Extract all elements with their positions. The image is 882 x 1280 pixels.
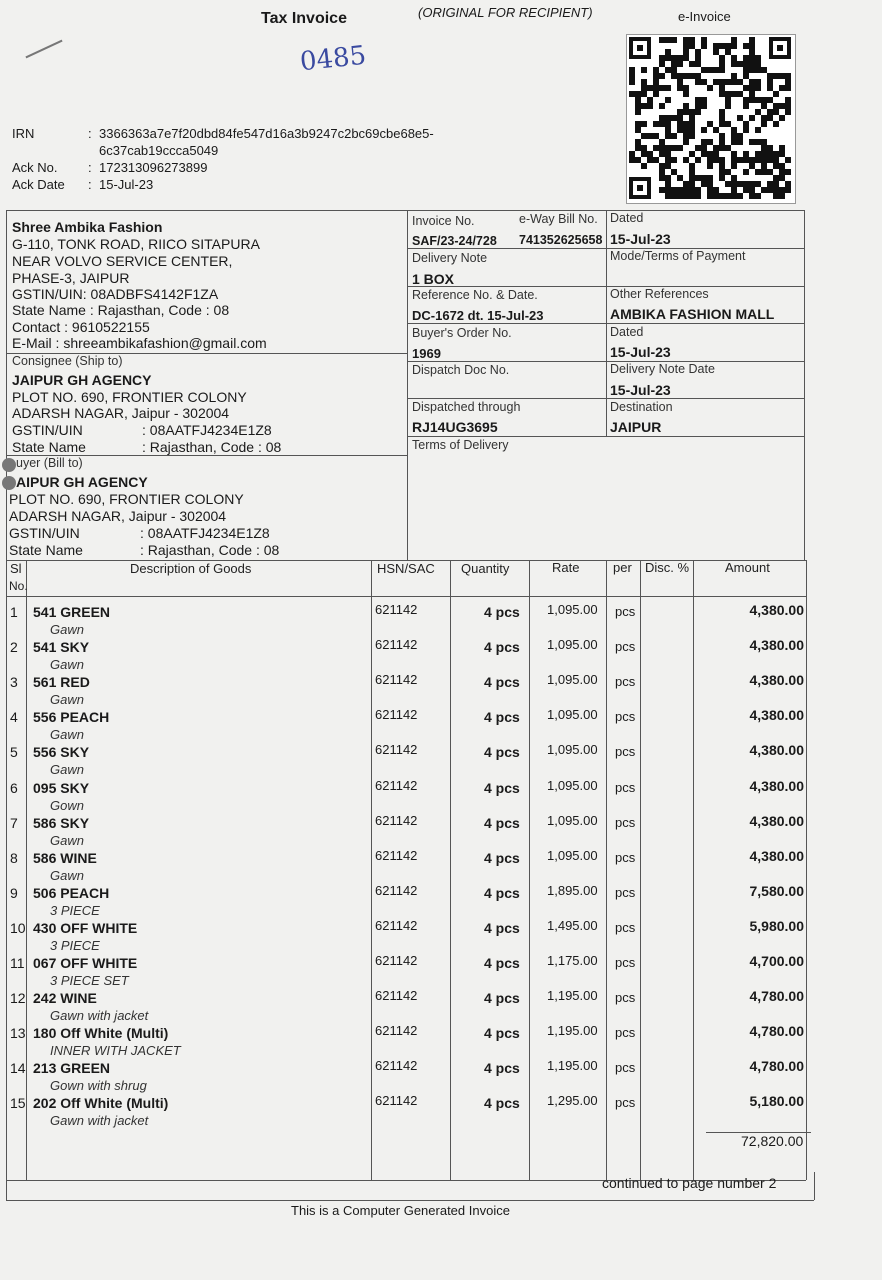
terms-label: Terms of Delivery [412,438,509,452]
qr-code-icon [626,34,796,204]
item-description: 556 PEACH [33,709,110,725]
item-subtitle: 3 PIECE [50,903,100,918]
item-sl: 6 [10,780,18,796]
reference-label: Reference No. & Date. [412,288,538,302]
order-date: 15-Jul-23 [610,344,671,360]
item-quantity: 4 pcs [484,780,520,796]
item-sl: 9 [10,885,18,901]
item-hsn: 621142 [375,813,418,828]
item-rate: 1,095.00 [547,637,598,652]
copy-label: (ORIGINAL FOR RECIPIENT) [418,5,593,20]
table-header-bottom [6,596,806,597]
item-rate: 1,095.00 [547,813,598,828]
item-amount: 7,580.00 [749,883,804,899]
item-hsn: 621142 [375,1093,418,1108]
item-per: pcs [615,780,636,795]
dated-label: Dated [610,211,644,225]
item-sl: 14 [10,1060,26,1076]
item-hsn: 621142 [375,953,418,968]
binder-hole-icon [2,458,16,472]
col-rate [606,560,607,1180]
document-title: Tax Invoice [261,10,347,27]
item-rate: 1,095.00 [547,672,598,687]
item-description: 541 SKY [33,639,90,655]
seller-contact: Contact : 9610522155 [12,319,150,335]
header-quantity: Quantity [461,561,510,576]
item-description: 541 GREEN [33,604,111,620]
item-hsn: 621142 [375,1023,418,1038]
item-amount: 4,380.00 [749,637,804,653]
item-hsn: 621142 [375,707,418,722]
seller-addr1: G-110, TONK ROAD, RIICO SITAPURA [12,236,260,252]
item-subtitle: Gawn [50,727,84,742]
item-subtitle: INNER WITH JACKET [50,1043,181,1058]
item-rate: 1,095.00 [547,778,598,793]
col-per [640,560,641,1180]
item-description: 242 WINE [33,990,97,1006]
irn-sep: : [88,126,92,141]
item-description: 095 SKY [33,780,90,796]
item-hsn: 621142 [375,1058,418,1073]
item-description: 556 SKY [33,744,90,760]
item-subtitle: 3 PIECE SET [50,973,129,988]
pen-mark [25,40,62,59]
item-hsn: 621142 [375,988,418,1003]
binder-hole-icon [2,476,16,490]
item-per: pcs [615,955,636,970]
item-rate: 1,095.00 [547,848,598,863]
item-per: pcs [615,639,636,654]
frame-bottom [6,1200,814,1201]
item-quantity: 4 pcs [484,850,520,866]
item-quantity: 4 pcs [484,1025,520,1041]
item-subtitle: Gawn [50,692,84,707]
item-per: pcs [615,604,636,619]
item-subtitle: Gawn with jacket [50,1008,149,1023]
ack-no-sep: : [88,160,92,175]
frame-right-bottom [814,1172,815,1200]
ack-date-value: 15-Jul-23 [99,177,154,192]
other-ref-value: AMBIKA FASHION MALL [610,306,775,322]
ack-no-label: Ack No. [12,160,58,175]
header-disc: Disc. % [645,560,690,575]
item-per: pcs [615,885,636,900]
irn-value-line1: 3366363a7e7f20dbd84fe547d16a3b9247c2bc69cbe68e5- [99,126,434,141]
item-per: pcs [615,850,636,865]
item-hsn: 621142 [375,918,418,933]
buyer-addr2: ADARSH NAGAR, Jaipur - 302004 [9,508,227,524]
item-hsn: 621142 [375,883,418,898]
item-description: 430 OFF WHITE [33,920,138,936]
item-per: pcs [615,1025,636,1040]
item-sl: 3 [10,674,18,690]
item-amount: 4,380.00 [749,778,804,794]
seller-name: Shree Ambika Fashion [12,219,163,235]
item-sl: 13 [10,1025,26,1041]
item-rate: 1,175.00 [547,953,598,968]
buyer-name: AIPUR GH AGENCY [16,474,148,490]
consignee-name: JAIPUR GH AGENCY [12,372,152,388]
buyer-state: : Rajasthan, Code : 08 [140,542,280,558]
invoice-date: 15-Jul-23 [610,231,671,247]
item-quantity: 4 pcs [484,674,520,690]
item-rate: 1,195.00 [547,1058,598,1073]
item-rate: 1,295.00 [547,1093,598,1108]
frame-top [6,210,804,211]
ack-no-value: 172313096273899 [99,160,208,175]
item-rate: 1,095.00 [547,742,598,757]
item-hsn: 621142 [375,742,418,757]
item-per: pcs [615,674,636,689]
item-per: pcs [615,709,636,724]
header-per: per [613,560,632,575]
item-sl: 12 [10,990,26,1006]
item-amount: 5,980.00 [749,918,804,934]
item-rate: 1,095.00 [547,602,598,617]
item-description: 506 PEACH [33,885,110,901]
item-subtitle: Gawn [50,868,84,883]
item-hsn: 621142 [375,778,418,793]
computer-generated-note: This is a Computer Generated Invoice [291,1203,510,1218]
item-rate: 1,095.00 [547,707,598,722]
delivery-note-date-label: Delivery Note Date [610,362,715,376]
item-subtitle: Gawn [50,833,84,848]
item-rate: 1,895.00 [547,883,598,898]
item-per: pcs [615,990,636,1005]
item-subtitle: Gown with shrug [50,1078,147,1093]
item-subtitle: Gawn with jacket [50,1113,149,1128]
frame-right-top [804,210,805,560]
item-sl: 15 [10,1095,26,1111]
dispatched-label: Dispatched through [412,400,521,414]
item-quantity: 4 pcs [484,920,520,936]
order-dated-label: Dated [610,325,644,339]
frame-mid-divider [407,210,408,560]
order-no: 1969 [412,346,441,361]
item-amount: 4,380.00 [749,848,804,864]
ack-date-label: Ack Date [12,177,65,192]
item-quantity: 4 pcs [484,815,520,831]
item-sl: 1 [10,604,18,620]
item-sl: 2 [10,639,18,655]
item-hsn: 621142 [375,848,418,863]
header-sl: Sl [10,561,22,576]
invoice-no-label: Invoice No. [412,214,475,228]
delivery-note-label: Delivery Note [412,251,488,265]
col-hsn [450,560,451,1180]
item-description: 561 RED [33,674,90,690]
irn-value-line2: 6c37cab19ccca5049 [99,143,219,158]
delivery-note-date: 15-Jul-23 [610,382,671,398]
item-sl: 11 [10,955,25,971]
item-amount: 4,780.00 [749,1023,804,1039]
item-per: pcs [615,1095,636,1110]
buyer-gstin-label: GSTIN/UIN [9,525,80,541]
item-description: 213 GREEN [33,1060,111,1076]
mode-label: Mode/Terms of Payment [610,249,746,263]
seller-addr2: NEAR VOLVO SERVICE CENTER, [12,253,233,269]
item-quantity: 4 pcs [484,990,520,1006]
seller-addr3: PHASE-3, JAIPUR [12,270,130,286]
item-sl: 4 [10,709,18,725]
item-amount: 4,780.00 [749,988,804,1004]
item-amount: 5,180.00 [749,1093,804,1109]
item-per: pcs [615,1060,636,1075]
meta-row-6 [407,436,804,437]
order-no-label: Buyer's Order No. [412,326,512,340]
item-quantity: 4 pcs [484,885,520,901]
consignee-gstin: : 08AATFJ4234E1Z8 [142,422,272,438]
seller-gstin: GSTIN/UIN: 08ADBFS4142F1ZA [12,286,219,302]
header-rate: Rate [552,560,580,575]
col-right [806,560,807,1180]
meta-col-divider [606,210,607,436]
consignee-addr2: ADARSH NAGAR, Jaipur - 302004 [12,405,230,421]
subtotal-amount: 72,820.00 [741,1133,804,1149]
header-amount: Amount [725,560,770,575]
col-qty [529,560,530,1180]
col-sl [26,560,27,1180]
item-sl: 10 [10,920,26,936]
delivery-note: 1 BOX [412,271,455,287]
buyer-gstin: : 08AATFJ4234E1Z8 [140,525,270,541]
buyer-label: uyer (Bill to) [16,456,83,470]
item-quantity: 4 pcs [484,1095,520,1111]
consignee-gstin-label: GSTIN/UIN [12,422,83,438]
buyer-addr1: PLOT NO. 690, FRONTIER COLONY [9,491,244,507]
item-per: pcs [615,815,636,830]
item-description: 067 OFF WHITE [33,955,138,971]
item-description: 180 Off White (Multi) [33,1025,169,1041]
item-subtitle: Gown [50,798,84,813]
item-amount: 4,780.00 [749,1058,804,1074]
item-description: 586 WINE [33,850,97,866]
item-quantity: 4 pcs [484,744,520,760]
consignee-state-label: State Name [12,439,86,455]
item-per: pcs [615,920,636,935]
col-disc [693,560,694,1180]
item-sl: 5 [10,744,18,760]
buyer-state-label: State Name [9,542,83,558]
consignee-state: : Rajasthan, Code : 08 [142,439,282,455]
irn-label: IRN [12,126,35,141]
consignee-label: Consignee (Ship to) [12,354,123,368]
item-sl: 7 [10,815,18,831]
destination-label: Destination [610,400,673,414]
item-rate: 1,195.00 [547,1023,598,1038]
eway-label: e-Way Bill No. [519,212,598,226]
other-ref-label: Other References [610,287,709,301]
handwritten-number: 0485 [298,40,368,78]
item-subtitle: Gawn [50,622,84,637]
header-hsn: HSN/SAC [377,561,435,576]
dispatched-value: RJ14UG3695 [412,419,498,435]
seller-email: E-Mail : shreeambikafashion@gmail.com [12,335,267,351]
continued-note: continued to page number 2 [602,1175,777,1191]
item-amount: 4,380.00 [749,742,804,758]
invoice-no: SAF/23-24/728 [412,234,497,248]
item-amount: 4,380.00 [749,602,804,618]
item-per: pcs [615,744,636,759]
item-subtitle: Gawn [50,657,84,672]
item-description: 586 SKY [33,815,90,831]
item-amount: 4,380.00 [749,672,804,688]
item-description: 202 Off White (Multi) [33,1095,169,1111]
item-sl: 8 [10,850,18,866]
item-rate: 1,495.00 [547,918,598,933]
col-desc [371,560,372,1180]
header-description: Description of Goods [130,561,252,576]
einvoice-label: e-Invoice [678,9,731,24]
seller-state: State Name : Rajasthan, Code : 08 [12,302,230,318]
item-subtitle: 3 PIECE [50,938,100,953]
item-quantity: 4 pcs [484,1060,520,1076]
item-amount: 4,700.00 [749,953,804,969]
item-hsn: 621142 [375,672,418,687]
item-hsn: 621142 [375,602,418,617]
item-hsn: 621142 [375,637,418,652]
item-amount: 4,380.00 [749,707,804,723]
item-quantity: 4 pcs [484,709,520,725]
eway-no: 741352625658 [519,233,603,247]
destination-value: JAIPUR [610,419,662,435]
ack-date-sep: : [88,177,92,192]
reference-value: DC-1672 dt. 15-Jul-23 [412,308,544,323]
item-quantity: 4 pcs [484,955,520,971]
item-quantity: 4 pcs [484,639,520,655]
dispatch-doc-label: Dispatch Doc No. [412,363,510,377]
header-no: No. [9,579,28,593]
item-quantity: 4 pcs [484,604,520,620]
item-subtitle: Gawn [50,762,84,777]
item-rate: 1,195.00 [547,988,598,1003]
consignee-addr1: PLOT NO. 690, FRONTIER COLONY [12,389,247,405]
item-amount: 4,380.00 [749,813,804,829]
frame-left [6,210,7,1200]
